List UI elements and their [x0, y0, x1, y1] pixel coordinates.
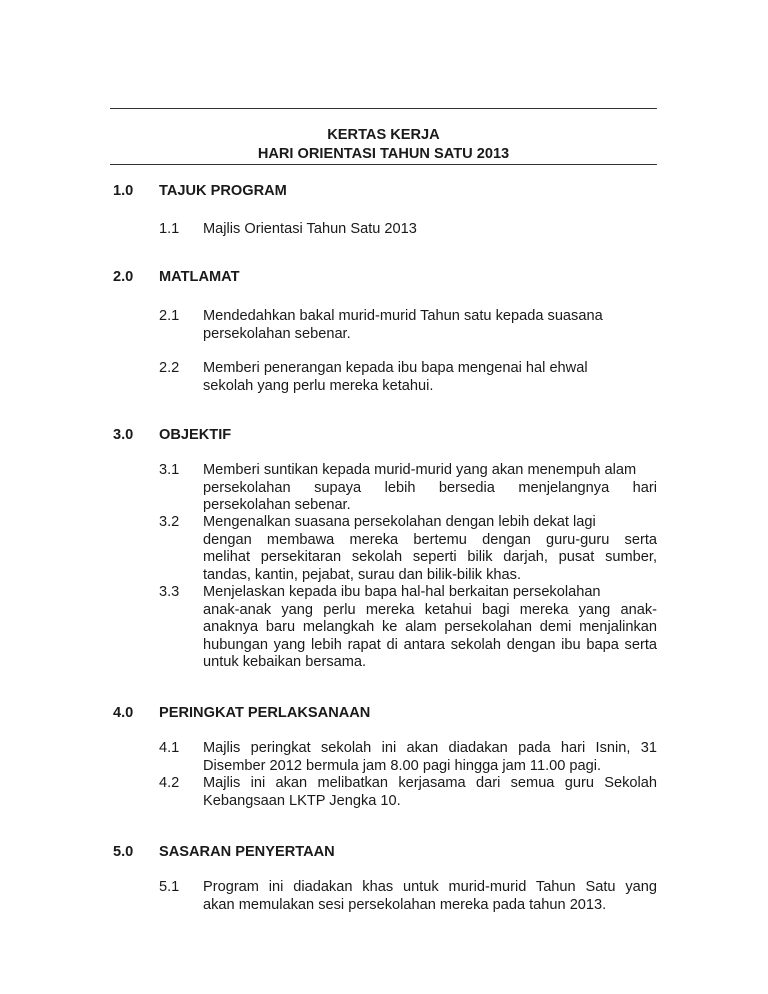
item-line: Memberi suntikan kepada murid-murid yang akan menempuh alam [203, 462, 637, 478]
list-item [203, 462, 657, 515]
list-item [203, 879, 657, 914]
section-title: SASARAN PENYERTAAN [159, 844, 335, 860]
section-number: 1.0 [113, 183, 134, 199]
document-title: KERTAS KERJA [327, 127, 440, 143]
item-line: Mendedahkan bakal murid-murid Tahun satu kepada suasana [203, 308, 603, 324]
item-line: Memberi penerangan kepada ibu bapa mengenai hal ehwal [203, 360, 588, 376]
item-number: 2.2 [159, 360, 180, 376]
section-title: MATLAMAT [159, 269, 240, 285]
document-subtitle: HARI ORIENTASI TAHUN SATU 2013 [257, 146, 510, 162]
item-line: akan memulakan sesi persekolahan mereka pada tahun 2013. [203, 896, 607, 913]
list-item [203, 360, 657, 395]
item-number: 4.1 [159, 740, 180, 756]
item-number: 2.1 [159, 308, 180, 324]
list-item [203, 514, 657, 584]
section-title: OBJEKTIF [159, 427, 232, 443]
item-number: 3.3 [159, 584, 180, 600]
item-line: Program ini diadakan khas untuk murid-murid Tahun Satu yang [203, 879, 657, 895]
item-line: persekolahan sebenar. [203, 325, 351, 342]
item-line: tandas, kantin, pejabat, surau dan bilik-bilik khas. [203, 566, 522, 583]
section-title: PERINGKAT PERLAKSANAAN [159, 705, 371, 721]
item-line: anaknya baru melangkah ke alam persekolahan demi menjalinkan [203, 619, 657, 635]
list-item [203, 740, 657, 775]
section-number: 5.0 [113, 844, 134, 860]
item-line: Majlis Orientasi Tahun Satu 2013 [203, 221, 417, 237]
section-title: TAJUK PROGRAM [159, 183, 287, 199]
item-line: hubungan yang lebih rapat di antara sekolah dengan ibu bapa serta [203, 636, 657, 653]
list-item [203, 775, 657, 810]
item-line: Menjelaskan kepada ibu bapa hal-hal berkaitan persekolahan [203, 584, 601, 600]
section-number: 2.0 [113, 269, 134, 285]
list-item [203, 308, 657, 343]
item-line: Kebangsaan LKTP Jengka 10. [203, 792, 401, 809]
item-line: melihat persekitaran sekolah seperti bilik darjah, pusat sumber, [203, 549, 657, 565]
top-rule [110, 108, 657, 109]
header-rule [110, 164, 657, 165]
item-line: Majlis ini akan melibatkan kerjasama dari semua guru Sekolah [203, 775, 657, 791]
item-line: Mengenalkan suasana persekolahan dengan lebih dekat lagi [203, 514, 596, 530]
item-line: dengan membawa mereka bertemu dengan guru-guru serta [203, 531, 657, 548]
item-number: 3.2 [159, 514, 180, 530]
section-number: 3.0 [113, 427, 134, 443]
item-line: Disember 2012 bermula jam 8.00 pagi hingga jam 11.00 pagi. [203, 757, 602, 774]
item-line: persekolahan supaya lebih bersedia menjelangnya hari [203, 479, 657, 496]
item-line: Majlis peringkat sekolah ini akan diadakan pada hari Isnin, 31 [203, 740, 657, 756]
item-line: anak-anak yang perlu mereka ketahui bagi mereka yang anak- [203, 601, 657, 618]
section-number: 4.0 [113, 705, 134, 721]
item-line: untuk kebaikan bersama. [203, 654, 367, 670]
item-line: persekolahan sebenar. [203, 497, 351, 513]
item-number: 3.1 [159, 462, 180, 478]
item-number: 4.2 [159, 775, 180, 791]
item-number: 5.1 [159, 879, 180, 895]
list-item [203, 221, 657, 239]
list-item [203, 584, 657, 672]
item-number: 1.1 [159, 221, 180, 237]
item-line: sekolah yang perlu mereka ketahui. [203, 377, 434, 394]
